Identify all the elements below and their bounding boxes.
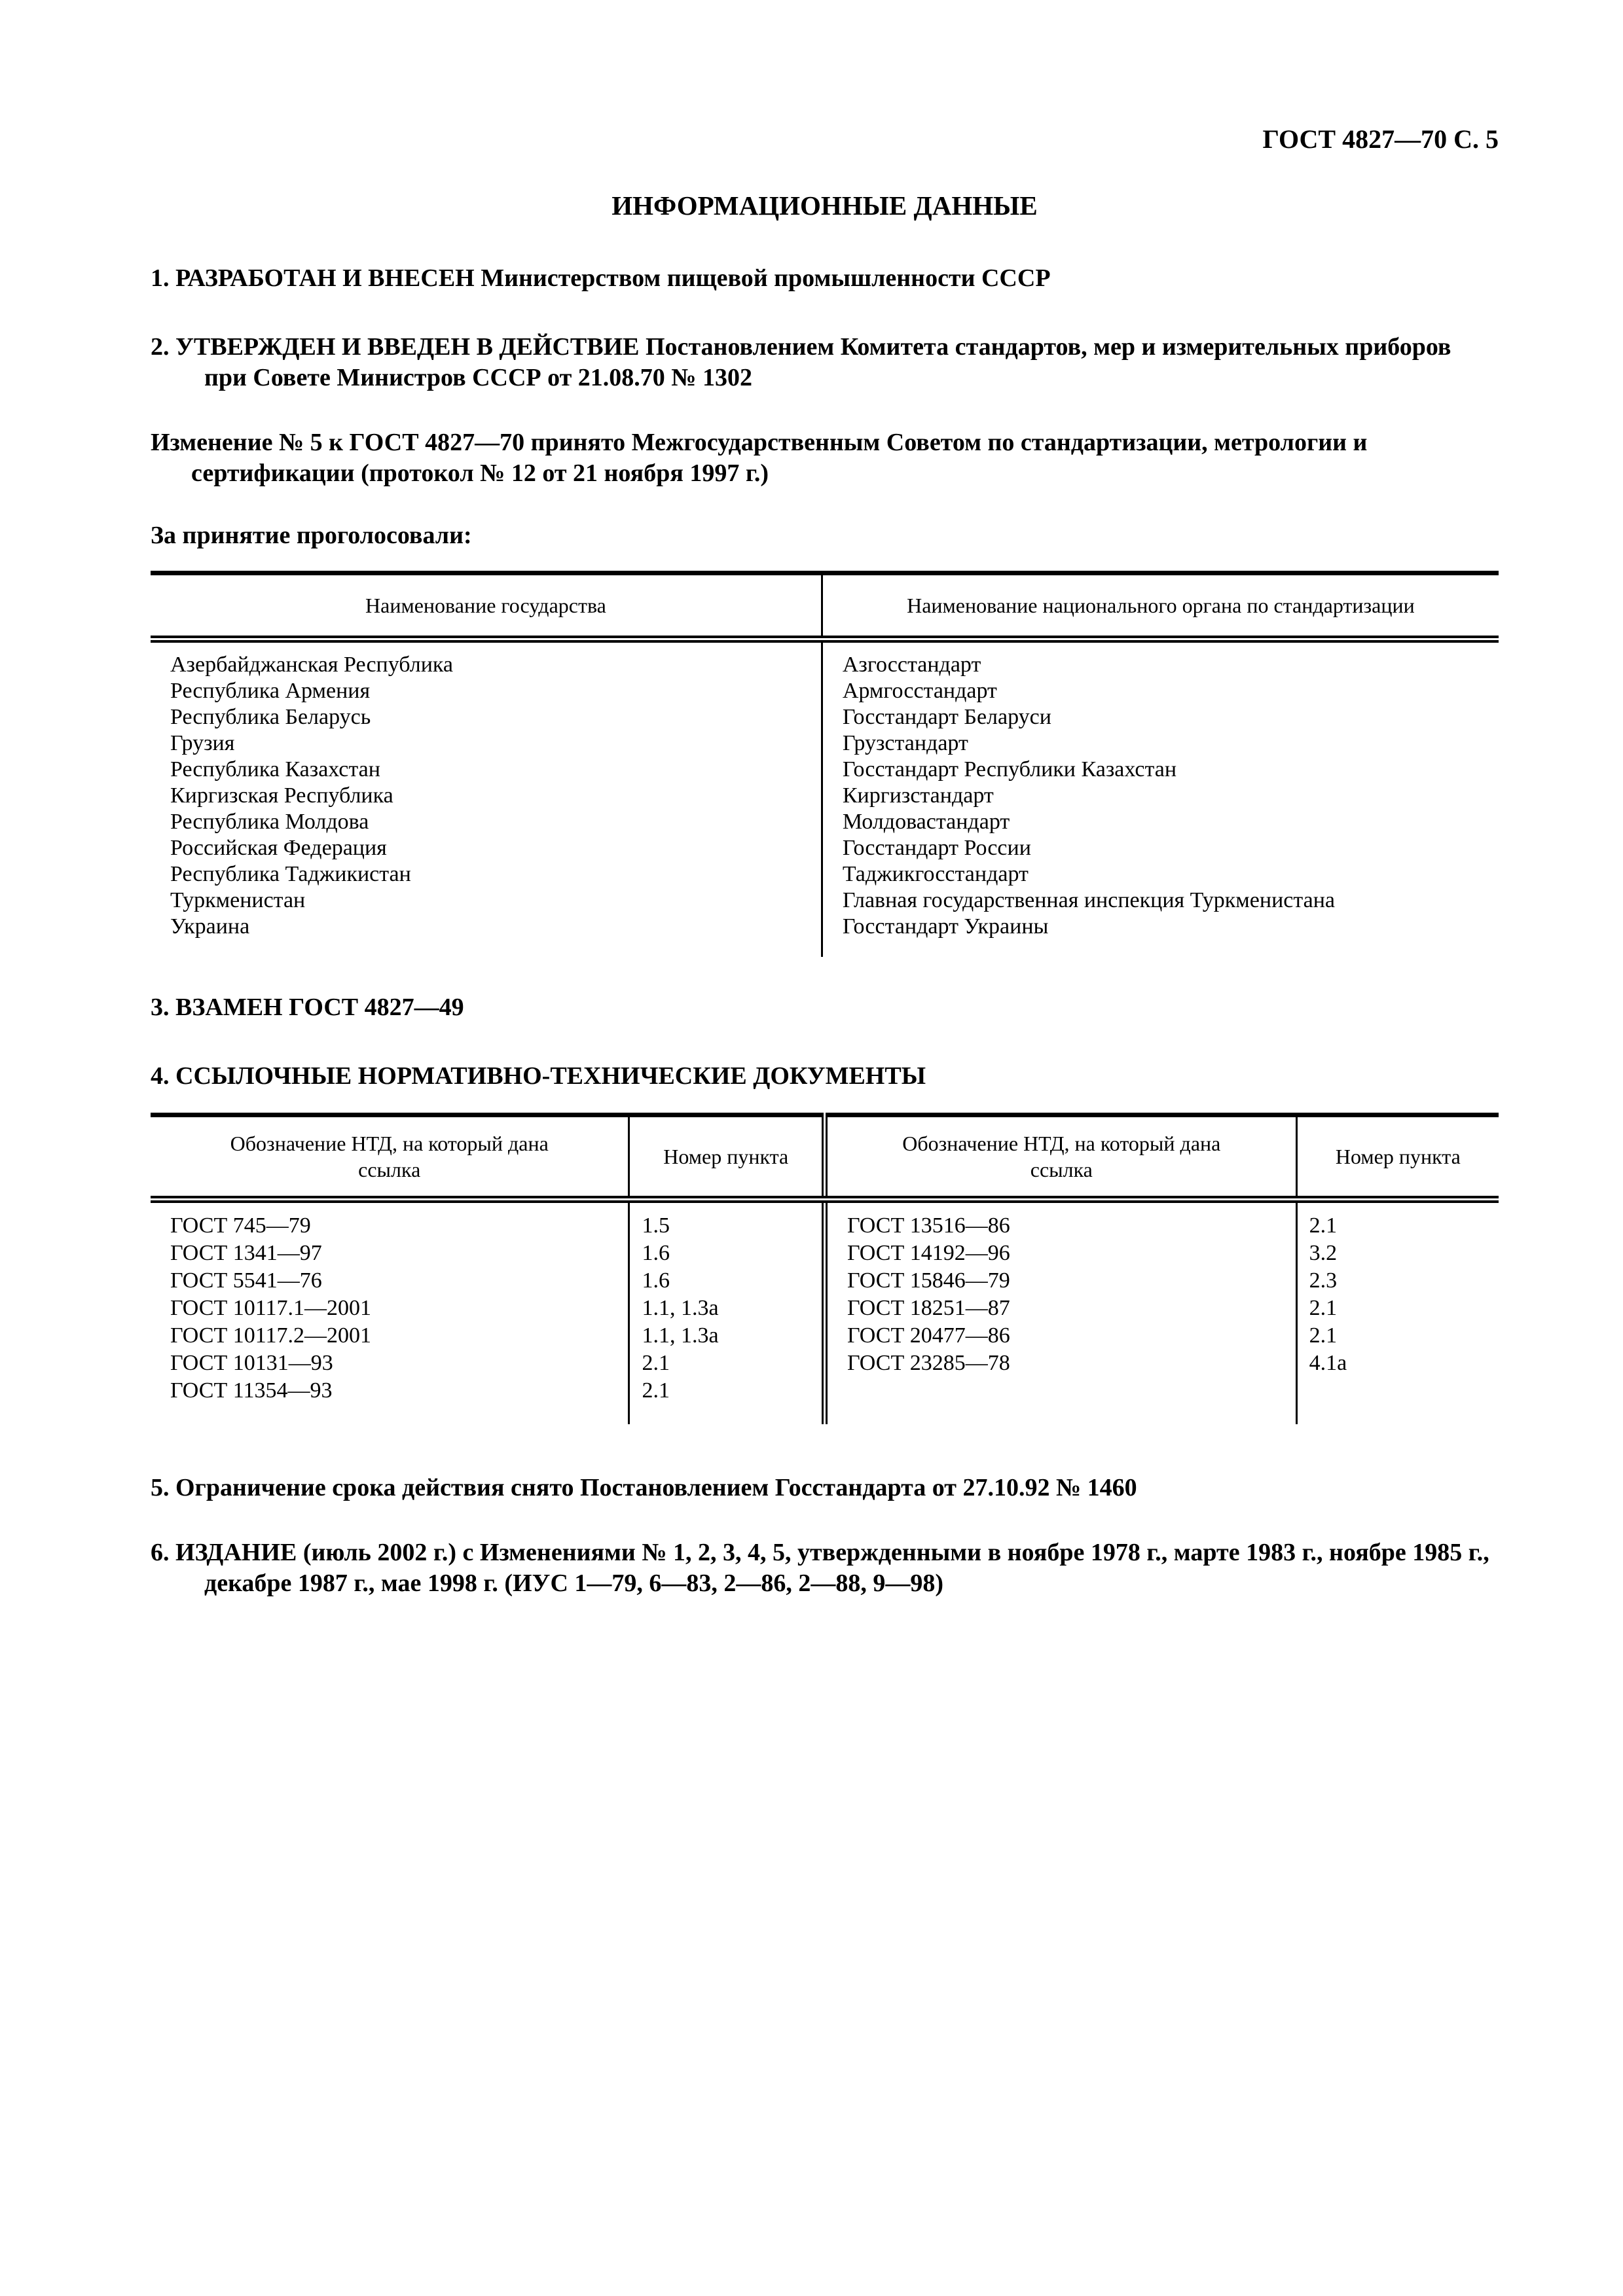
ref-doc-cell: ГОСТ 14192—96 (824, 1240, 1296, 1267)
references-table-row (151, 1200, 1499, 1240)
ref-header-doc-left: Обозначение НТД, на который дана ссылка (151, 1115, 629, 1200)
section-1-developed: 1. РАЗРАБОТАН И ВНЕСЕН Министерством пищевой промышленности СССР (151, 264, 1051, 292)
ref-num-cell: 1.1, 1.3а (629, 1322, 825, 1350)
section-4-references-heading: 4. ССЫЛОЧНЫЕ НОРМАТИВНО-ТЕХНИЧЕСКИЕ ДОКУМЕНТЫ (151, 1062, 926, 1090)
ref-doc-cell: ГОСТ 23285—78 (824, 1350, 1296, 1377)
state-cell: Республика Армения (151, 678, 822, 704)
vote-table-row (151, 888, 1499, 914)
section-5-limitation: 5. Ограничение срока действия снято Постановлением Госстандарта от 27.10.92 № 1460 (151, 1474, 1137, 1501)
org-cell: Госстандарт Республики Казахстан (842, 757, 1177, 781)
ref-num-cell: 2.1 (1296, 1322, 1499, 1350)
org-cell: Армгосстандарт (842, 679, 997, 703)
vote-table-row (151, 678, 1499, 704)
vote-table-header-state: Наименование государства (151, 573, 822, 639)
page-title: ИНФОРМАЦИОННЫЕ ДАННЫЕ (611, 190, 1038, 221)
references-table-header-row (151, 1115, 1499, 1200)
ref-doc-cell: ГОСТ 10117.1—2001 (170, 1296, 371, 1320)
org-cell: Азгосстандарт (842, 653, 981, 677)
vote-table-row (151, 730, 1499, 757)
vote-table-row (151, 861, 1499, 888)
references-table-row (151, 1240, 1499, 1267)
ref-doc-cell: ГОСТ 5541—76 (170, 1268, 322, 1293)
vote-table (151, 571, 1499, 957)
org-cell: Главная государственная инспекция Туркменистана (842, 888, 1336, 912)
ref-doc-cell: ГОСТ 10131—93 (170, 1351, 333, 1375)
vote-table-row (151, 757, 1499, 783)
ref-num-cell: 1.1, 1.3а (629, 1295, 825, 1322)
ref-doc-cell: ГОСТ 13516—86 (824, 1200, 1296, 1240)
org-cell: Госстандарт Украины (842, 914, 1049, 939)
vote-table-row (151, 809, 1499, 835)
state-cell: Республика Молдова (151, 809, 822, 835)
ref-num-cell: 2.1 (1296, 1200, 1499, 1240)
page-header: ГОСТ 4827—70 С. 5 (1262, 124, 1499, 154)
vote-intro: За принятие проголосовали: (151, 522, 472, 549)
ref-num-cell: 1.5 (629, 1200, 825, 1240)
state-cell: Республика Таджикистан (151, 861, 822, 888)
ref-doc-cell: ГОСТ 11354—93 (170, 1378, 333, 1403)
references-table-row (151, 1322, 1499, 1350)
org-cell: Молдовастандарт (842, 810, 1010, 834)
references-table-row (151, 1295, 1499, 1322)
section-6-edition: 6. ИЗДАНИЕ (июль 2002 г.) с Изменениями № 1, 2, 3, 4, 5, утвержденными в ноябре 1978 г., марте 1983 г., ноябре 1985 г., декабре 1987 г., мае 1998 г. (ИУС 1—79, 6—83, 2—86, 2—88, 9—98) (151, 1539, 1489, 1597)
ref-doc-cell: ГОСТ 18251—87 (824, 1295, 1296, 1322)
ref-num-cell: 2.1 (1296, 1295, 1499, 1322)
vote-table-row (151, 914, 1499, 957)
state-cell: Азербайджанская Республика (151, 639, 822, 679)
ref-num-cell: 1.6 (629, 1240, 825, 1267)
org-cell: Госстандарт России (842, 836, 1031, 860)
ref-header-num-right: Номер пункта (1296, 1115, 1499, 1200)
ref-num-cell: 2.3 (1296, 1267, 1499, 1295)
section-2-approved: 2. УТВЕРЖДЕН И ВВЕДЕН В ДЕЙСТВИЕ Постановлением Комитета стандартов, мер и измерительных приборов при Совете Министров СССР от 21.08.70 № 1302 (151, 333, 1451, 391)
ref-doc-cell: ГОСТ 20477—86 (824, 1322, 1296, 1350)
ref-num-cell: 2.1 (629, 1377, 825, 1424)
state-cell: Грузия (151, 730, 822, 757)
references-table-row (151, 1267, 1499, 1295)
vote-table-header-row (151, 573, 1499, 639)
vote-table-row (151, 835, 1499, 861)
ref-num-cell: 3.2 (1296, 1240, 1499, 1267)
ref-doc-cell: ГОСТ 10117.2—2001 (170, 1323, 371, 1348)
amendment-note: Изменение № 5 к ГОСТ 4827—70 принято Межгосударственным Советом по стандартизации, метрологии и сертификации (протокол № 12 от 21 ноября 1997 г.) (151, 429, 1368, 487)
ref-header-doc-right: Обозначение НТД, на который дана ссылка (824, 1115, 1296, 1200)
ref-doc-cell (824, 1377, 1296, 1424)
org-cell: Киргизстандарт (842, 783, 994, 808)
vote-table-row (151, 704, 1499, 730)
ref-num-cell: 1.6 (629, 1267, 825, 1295)
state-cell: Республика Беларусь (151, 704, 822, 730)
vote-table-header-org: Наименование национального органа по стандартизации (822, 573, 1499, 639)
state-cell: Киргизская Республика (151, 783, 822, 809)
org-cell: Таджикгосстандарт (842, 862, 1029, 886)
state-cell: Туркменистан (151, 888, 822, 914)
org-cell: Госстандарт Беларуси (842, 705, 1051, 729)
state-cell: Республика Казахстан (151, 757, 822, 783)
ref-header-num-left: Номер пункта (629, 1115, 825, 1200)
ref-doc-cell: ГОСТ 1341—97 (170, 1241, 322, 1265)
ref-num-cell (1296, 1377, 1499, 1424)
ref-doc-cell: ГОСТ 15846—79 (824, 1267, 1296, 1295)
vote-table-row (151, 639, 1499, 679)
state-cell: Украина (151, 914, 822, 957)
references-table (151, 1113, 1499, 1424)
vote-table-row (151, 783, 1499, 809)
section-3-replaces: 3. ВЗАМЕН ГОСТ 4827—49 (151, 994, 464, 1021)
ref-doc-cell: ГОСТ 745—79 (170, 1213, 311, 1238)
state-cell: Российская Федерация (151, 835, 822, 861)
org-cell: Грузстандарт (842, 731, 968, 755)
ref-num-cell: 2.1 (629, 1350, 825, 1377)
references-table-row (151, 1350, 1499, 1377)
references-table-row (151, 1377, 1499, 1424)
ref-num-cell: 4.1а (1296, 1350, 1499, 1377)
